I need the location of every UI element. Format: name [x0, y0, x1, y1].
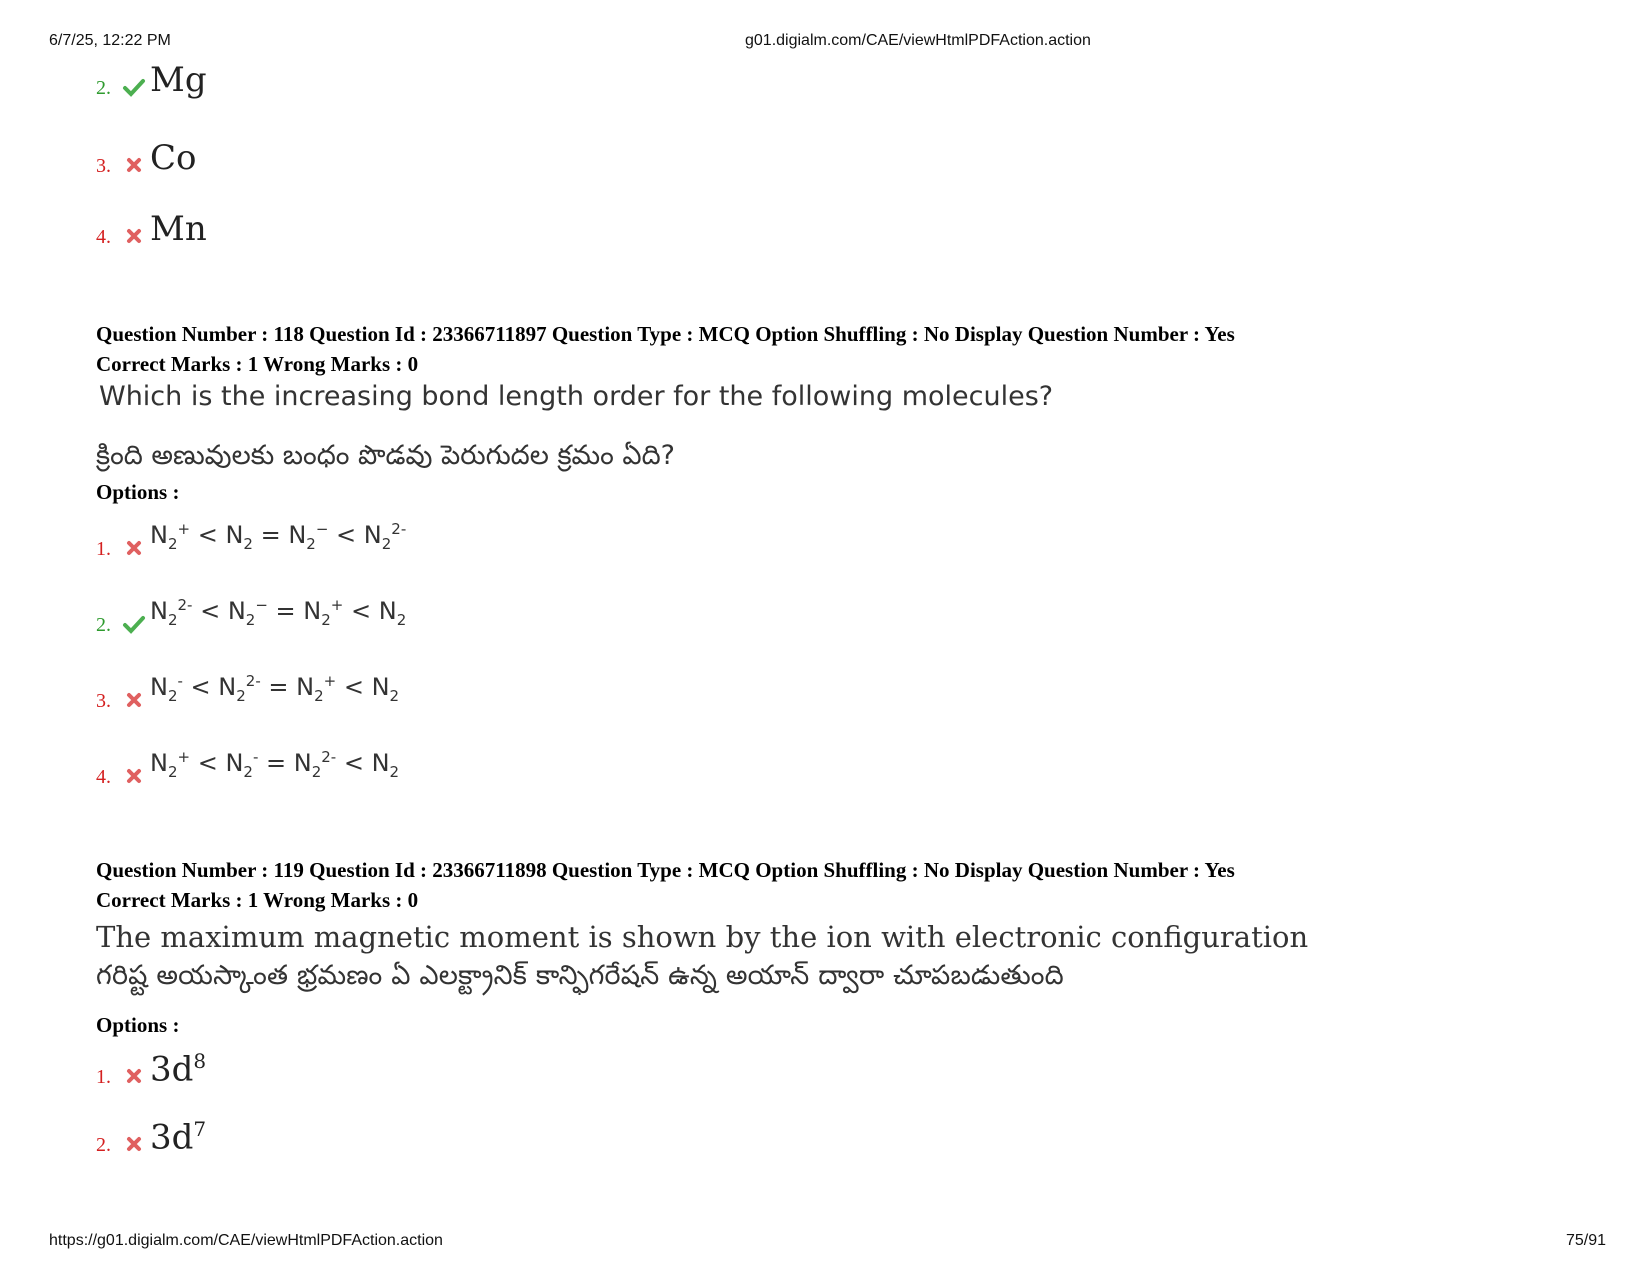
formula-text: N	[150, 597, 168, 625]
option-number: 2.	[96, 77, 111, 99]
cross-icon	[122, 537, 146, 559]
formula-superscript: 2-	[177, 596, 193, 614]
formula-text: < N	[190, 521, 244, 549]
formula-superscript: -	[177, 672, 183, 690]
cross-icon	[122, 689, 146, 711]
print-datetime: 6/7/25, 12:22 PM	[49, 32, 171, 49]
option-value: Co	[150, 138, 197, 178]
formula-text: = N	[267, 597, 322, 625]
formula-text: < N	[192, 597, 246, 625]
option-formula	[150, 742, 399, 787]
option-number: 3.	[96, 689, 111, 712]
option-number: 3.	[96, 155, 111, 177]
cross-icon	[122, 1133, 146, 1155]
print-url: g01.digialm.com/CAE/viewHtmlPDFAction.action	[745, 32, 1091, 49]
cross-icon	[122, 765, 146, 787]
formula-text: N	[150, 673, 168, 701]
option-item	[96, 1043, 207, 1090]
formula-subscript: 2	[243, 762, 253, 781]
option-number: 2.	[96, 1134, 111, 1157]
option-value: Mn	[150, 209, 207, 249]
formula-superscript: +	[177, 748, 191, 766]
formula-subscript: 2	[389, 686, 400, 705]
formula-subscript: 2	[236, 686, 246, 705]
option-number: 4.	[96, 765, 111, 788]
question-meta: Question Number : 118 Question Id : 23366711897 Question Type : MCQ Option Shuffling : No Display Question Number : Yes	[96, 322, 1235, 346]
page-number: 75/91	[1566, 1232, 1607, 1249]
question-meta: Question Number : 119 Question Id : 23366711898 Question Type : MCQ Option Shuffling : No Display Question Number : Yes	[96, 858, 1235, 882]
formula-text: = N	[260, 673, 315, 701]
formula-text: < N	[190, 749, 244, 777]
marks-meta: Correct Marks : 1 Wrong Marks : 0	[96, 352, 419, 376]
formula-superscript: 2-	[245, 672, 261, 690]
footer-url: https://g01.digialm.com/CAE/viewHtmlPDFAction.action	[49, 1232, 443, 1249]
option-formula	[150, 514, 406, 559]
option-number: 1.	[96, 537, 111, 560]
formula-superscript: +	[330, 596, 344, 614]
formula-subscript: 2	[167, 534, 178, 553]
option-item	[96, 514, 406, 559]
cross-icon	[122, 1065, 146, 1087]
formula-subscript: 2	[243, 534, 253, 553]
formula-text: < N	[343, 597, 397, 625]
formula-subscript: 2	[306, 534, 316, 553]
formula-subscript: 2	[167, 686, 178, 705]
formula-subscript: 2	[167, 762, 178, 781]
formula-subscript: 2	[311, 762, 322, 781]
question-text-telugu: గరిష్ట అయస్కాంత భ్రమణం ఏ ఎలక్ట్రానిక్ కాన్ఫిగరేషన్ ఉన్న అయాన్ ద్వారా చూపబడుతుంది	[96, 960, 1064, 991]
option-formula	[150, 590, 406, 635]
question-text-english: The maximum magnetic moment is shown by the ion with electronic configuration	[96, 920, 1309, 954]
check-icon	[122, 76, 146, 98]
formula-superscript: -	[252, 748, 259, 766]
question-text-english: Which is the increasing bond length order for the following molecules?	[99, 381, 1054, 412]
option-item	[96, 1111, 207, 1158]
option-value: $3d^8$	[150, 1049, 207, 1090]
formula-subscript: 2	[389, 762, 400, 781]
formula-text: = N	[258, 749, 312, 777]
formula-superscript: −	[255, 596, 268, 614]
option-number: 4.	[96, 226, 111, 248]
formula-text: < N	[336, 673, 390, 701]
formula-text: < N	[328, 521, 382, 549]
option-item	[96, 62, 207, 98]
question-text-telugu: క్రింది అణువులకు బంధం పొడవు పెరుగుదల క్రమం ఏది?	[96, 440, 675, 471]
formula-subscript: 2	[314, 686, 324, 705]
formula-subscript: 2	[381, 534, 392, 553]
option-item	[96, 590, 406, 635]
formula-text: < N	[182, 673, 237, 701]
options-label: Options :	[96, 1013, 180, 1037]
option-item	[96, 666, 399, 711]
cross-icon	[122, 154, 146, 176]
check-icon	[122, 613, 146, 635]
formula-text: N	[150, 749, 168, 777]
formula-superscript: 2-	[391, 520, 407, 538]
options-label: Options :	[96, 480, 180, 504]
formula-subscript: 2	[396, 610, 407, 629]
option-value: $3d^7$	[150, 1117, 207, 1158]
option-item	[96, 742, 399, 787]
formula-text: = N	[252, 521, 307, 549]
option-item	[96, 211, 207, 247]
option-number: 2.	[96, 613, 111, 636]
formula-text: N	[150, 521, 168, 549]
cross-icon	[122, 225, 146, 247]
marks-meta: Correct Marks : 1 Wrong Marks : 0	[96, 888, 419, 912]
formula-superscript: 2-	[321, 748, 337, 766]
option-number: 1.	[96, 1066, 111, 1089]
formula-superscript: +	[323, 672, 337, 690]
formula-subscript: 2	[321, 610, 331, 629]
formula-superscript: +	[177, 520, 191, 538]
option-formula	[150, 666, 399, 711]
formula-text: < N	[336, 749, 390, 777]
option-value: Mg	[150, 60, 207, 100]
formula-subscript: 2	[245, 610, 256, 629]
option-item	[96, 140, 196, 176]
formula-subscript: 2	[167, 610, 178, 629]
formula-superscript: −	[315, 520, 329, 538]
